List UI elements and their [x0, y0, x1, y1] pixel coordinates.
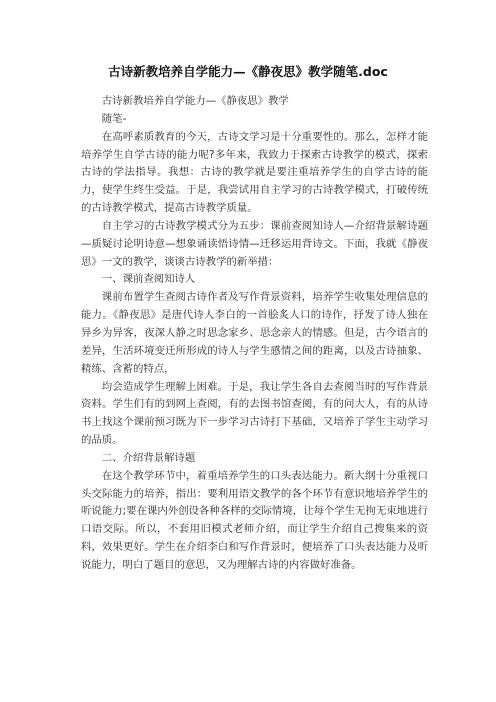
paragraph-section-1b: 均会造成学生理解上困难。于是，我让学生各自去查阅当时的写作背景资料。学生们有的到网上查阅，有的去图书馆查阅，有的问大人，有的从诗书上找这个课前预习既为下一步学习古诗打下基础，又培养了学生主动学习的品质。 [81, 380, 428, 447]
paragraph-five-steps: 自主学习的古诗教学模式分为五步：课前查阅知诗人—介绍背景解诗题—质疑讨论明诗意—想象诵读悟诗情—迁移运用背诗文。下面，我就《静夜思》一文的教学，谈谈古诗教学的新举措： [81, 219, 428, 268]
document-body [81, 93, 428, 575]
paragraph-section-1a: 课前布置学生查阅古诗作者及写作背景资料，培养学生收集处理信息的能力。《静夜思》是唐代诗人李白的一首脍炙人口的诗作，抒发了诗人独在异乡为异客，夜深人静之时思念家乡、思念亲人的情感。但是，古今语言的差异，生活环境变迁所形成的诗人与学生感情之间的距离，以及古诗抽象、精练、含蓄的特点， [81, 291, 428, 375]
section-heading-1: 一、课前查阅知诗人 [101, 273, 196, 286]
subtitle-line-1: 古诗新教培养自学能力—《静夜思》教学 [101, 95, 289, 107]
section-heading-2: 二、介绍背景解诗题 [101, 451, 196, 464]
subtitle-line-2: 随笔- [101, 112, 127, 125]
paragraph-intro: 在高呼素质教育的今天，古诗文学习是十分重要性的。那么，怎样才能培养学生自学古诗的能力呢?多年来，我致力于探索古诗教学的模式，探索古诗的学法指导。我想：古诗的教学就是要注重培养学生的自学古诗的能力，使学生终生受益。于是，我尝试用自主学习的古诗教学模式，打破传统的古诗教学模式，提高古诗教学质量。 [81, 130, 428, 215]
paragraph-section-2: 在这个教学环节中，着重培养学生的口头表达能力。新大纲十分重视口头交际能力的培养，指出：要利用语文教学的各个环节有意识地培养学生的听说能力;要在课内外创设各种各样的交际情境，让每个学生无拘无束地进行口语交际。所以，不套用旧模式老师介绍，而让学生介绍自己搜集来的资料，效果更好。学生在介绍李白和写作背景时，便培养了口头表达能力及听说能力，明白了题目的意思，又为理解古诗的内容做好准备。 [81, 469, 428, 571]
document-title: 古诗新教培养自学能力—《静夜思》教学随笔.doc [108, 64, 388, 79]
